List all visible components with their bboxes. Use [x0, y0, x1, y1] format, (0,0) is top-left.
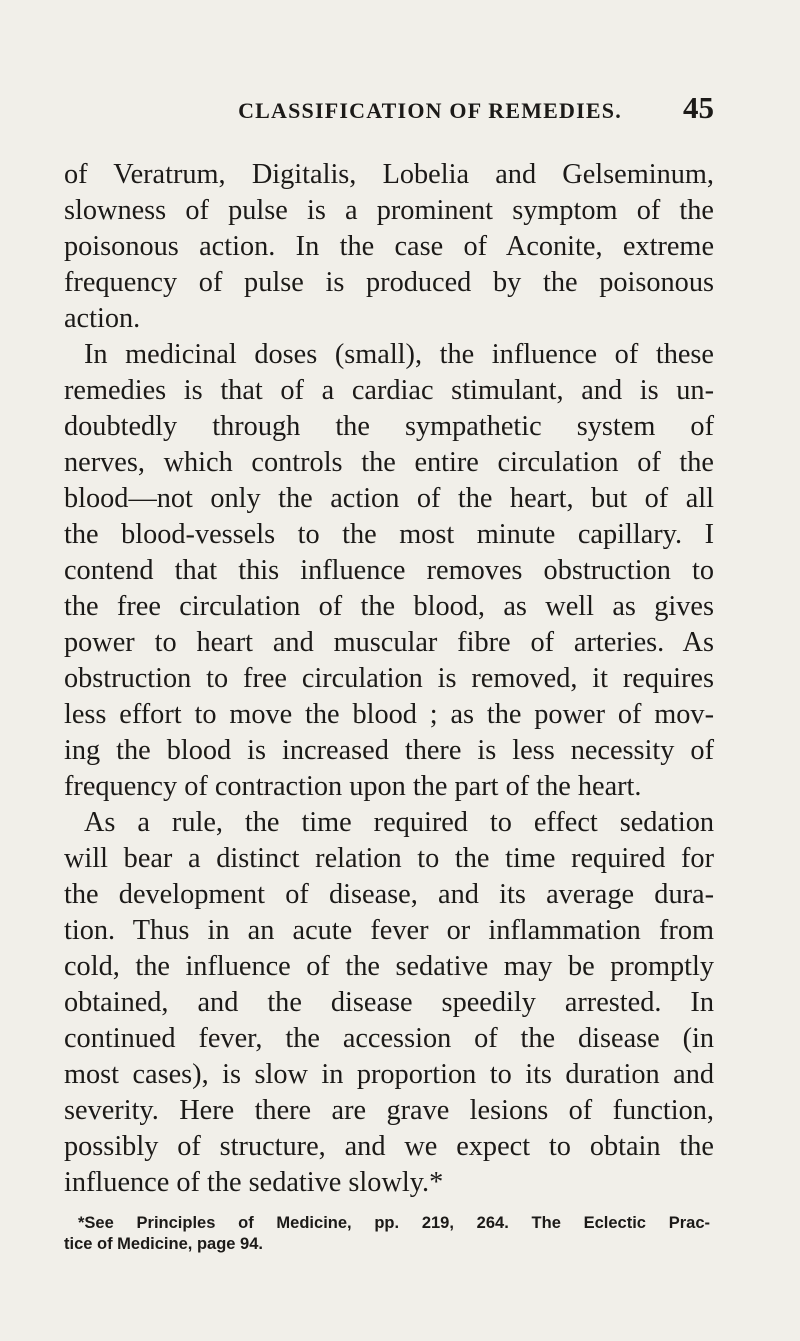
body-line: slowness of pulse is a prominent symptom of the [64, 195, 714, 226]
body-line: doubtedly through the sympathetic system of [64, 411, 714, 442]
body-line: cold, the influence of the sedative may be promptly [64, 951, 714, 982]
body-line: continued fever, the accession of the disease (in [64, 1023, 714, 1054]
body-line: As a rule, the time required to effect sedation [84, 807, 714, 838]
footnote-line: *See Principles of Medicine, pp. 219, 264. The Eclectic Prac- [78, 1214, 710, 1232]
body-line: most cases), is slow in proportion to its duration and [64, 1059, 714, 1090]
body-line: action. [64, 303, 141, 334]
body-line: tion. Thus in an acute fever or inflammation from [64, 915, 714, 946]
body-line: poisonous action. In the case of Aconite, extreme [64, 231, 714, 262]
body-line: remedies is that of a cardiac stimulant, and is un- [64, 375, 714, 406]
body-line: frequency of pulse is produced by the poisonous [64, 267, 714, 298]
body-line: power to heart and muscular fibre of arteries. As [64, 627, 714, 658]
body-line: nerves, which controls the entire circulation of the [64, 447, 714, 478]
body-line: In medicinal doses (small), the influence of these [84, 339, 714, 370]
body-line: the development of disease, and its average dura- [64, 879, 714, 910]
body-line: will bear a distinct relation to the time required for [64, 843, 714, 874]
footnote-line: tice of Medicine, page 94. [64, 1235, 263, 1253]
body-line: influence of the sedative slowly.* [64, 1167, 444, 1198]
page-number: 45 [683, 90, 714, 125]
body-line: of Veratrum, Digitalis, Lobelia and Gelseminum, [64, 159, 714, 190]
body-line: the free circulation of the blood, as well as gives [64, 591, 714, 622]
running-header: CLASSIFICATION OF REMEDIES. [238, 98, 622, 123]
body-line: ing the blood is increased there is less necessity of [64, 735, 714, 766]
body-line: obtained, and the disease speedily arrested. In [64, 987, 714, 1018]
body-line: possibly of structure, and we expect to obtain the [64, 1131, 714, 1162]
body-line: the blood-vessels to the most minute capillary. I [64, 519, 714, 550]
body-line: blood—not only the action of the heart, but of all [64, 483, 714, 514]
body-line: severity. Here there are grave lesions of function, [64, 1095, 714, 1126]
body-line: contend that this influence removes obstruction to [64, 555, 714, 586]
body-line: frequency of contraction upon the part of the heart. [64, 771, 642, 802]
body-line: less effort to move the blood ; as the power of mov- [64, 699, 714, 730]
body-line: obstruction to free circulation is removed, it requires [64, 663, 714, 694]
